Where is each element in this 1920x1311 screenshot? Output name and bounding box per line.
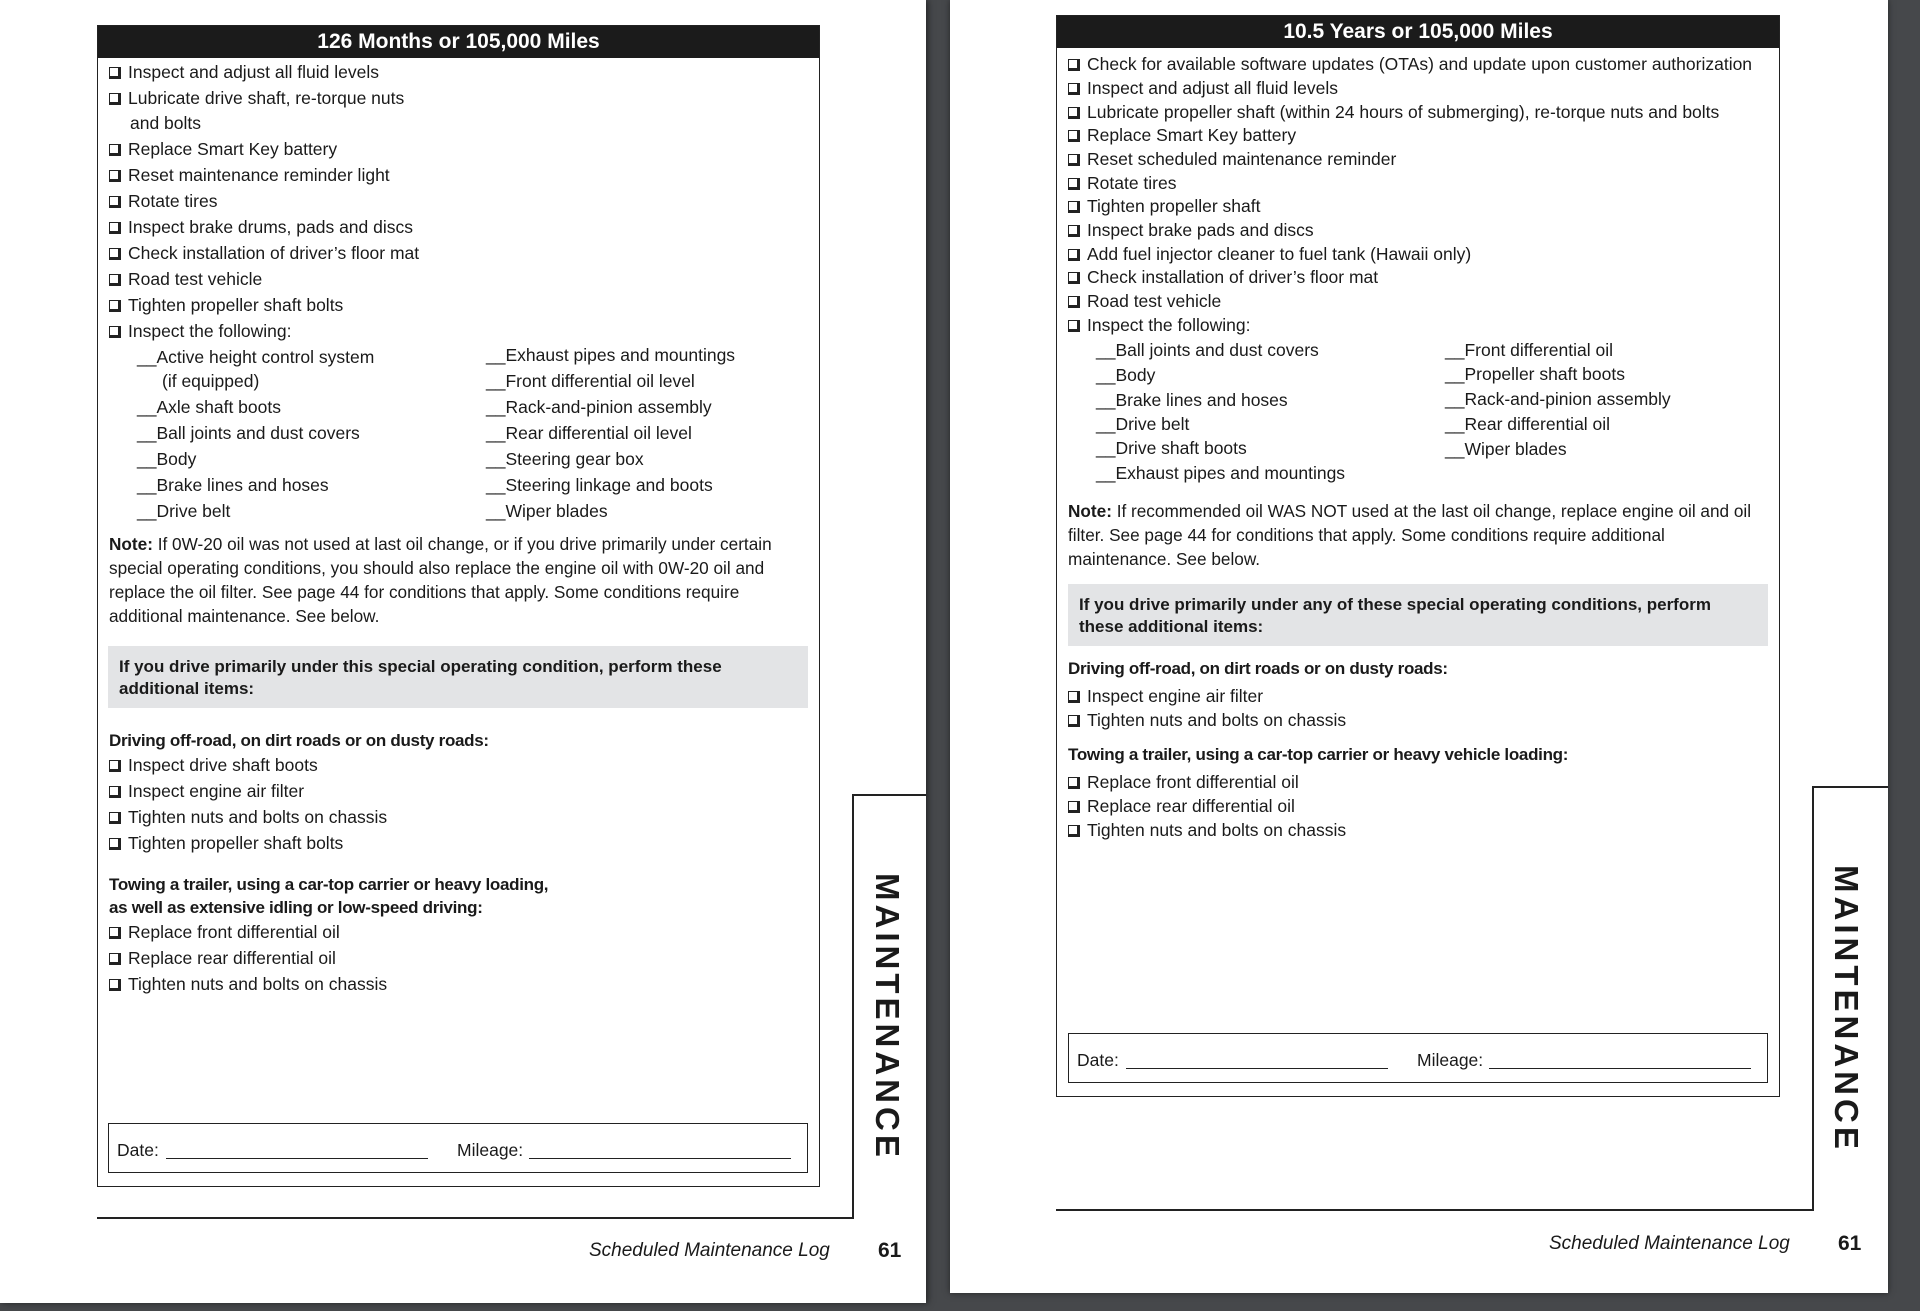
checklist-item[interactable]: Reset maintenance reminder light: [109, 163, 390, 187]
checklist-item[interactable]: Tighten nuts and bolts on chassis: [1068, 818, 1346, 842]
section-heading: Towing a trailer, using a car-top carrier or heavy loading,: [109, 875, 549, 894]
footer-title: Scheduled Maintenance Log: [589, 1240, 830, 1261]
inspect-item: __Axle shaft boots: [137, 397, 281, 417]
date-mileage-box: [1068, 1033, 1768, 1083]
inspect-item: __Body: [137, 449, 197, 469]
checklist-item[interactable]: Inspect the following:: [1068, 313, 1250, 337]
inspect-item-continuation: (if equipped): [162, 371, 260, 391]
checkbox-icon[interactable]: [109, 812, 121, 824]
inspect-item: __Drive belt: [137, 501, 231, 521]
checklist-item[interactable]: Check installation of driver’s floor mat: [109, 241, 419, 265]
inspect-item: __Steering gear box: [486, 449, 644, 469]
special-conditions-box: If you drive primarily under any of these special operating conditions, perform these additional items:: [1068, 584, 1768, 646]
inspect-item: __Wiper blades: [486, 501, 608, 521]
left-page: [0, 0, 926, 1303]
checkbox-icon[interactable]: [109, 953, 121, 965]
checklist-item[interactable]: Replace rear differential oil: [1068, 794, 1295, 818]
inspect-item: __Drive shaft boots: [1096, 438, 1247, 458]
checklist-item[interactable]: Road test vehicle: [1068, 289, 1221, 313]
checklist-item[interactable]: Tighten nuts and bolts on chassis: [109, 972, 387, 996]
checkbox-icon[interactable]: [109, 222, 121, 234]
checkbox-icon[interactable]: [109, 300, 121, 312]
checkbox-icon[interactable]: [1068, 272, 1080, 284]
checklist-item[interactable]: Tighten propeller shaft bolts: [109, 293, 343, 317]
date-field[interactable]: [166, 1158, 428, 1159]
checkbox-icon[interactable]: [1068, 107, 1080, 119]
inspect-item: __Wiper blades: [1445, 439, 1567, 459]
checklist-item[interactable]: Inspect and adjust all fluid levels: [109, 60, 379, 84]
inspect-item: __Brake lines and hoses: [137, 475, 329, 495]
checklist-item[interactable]: Replace front differential oil: [109, 920, 340, 944]
footer-rule: [1056, 1209, 1814, 1211]
checkbox-icon[interactable]: [109, 67, 121, 79]
checkbox-icon[interactable]: [109, 196, 121, 208]
checklist-item[interactable]: Check installation of driver’s floor mat: [1068, 265, 1378, 289]
checkbox-icon[interactable]: [109, 760, 121, 772]
checklist-item[interactable]: Add fuel injector cleaner to fuel tank (Hawaii only): [1068, 242, 1471, 266]
inspect-item: __Rack-and-pinion assembly: [486, 397, 712, 417]
checklist-item[interactable]: Reset scheduled maintenance reminder: [1068, 147, 1396, 171]
section-header: 10.5 Years or 105,000 Miles: [1057, 16, 1779, 48]
date-label: Date:: [1077, 1050, 1119, 1070]
section-heading: as well as extensive idling or low-speed driving:: [109, 898, 483, 917]
checklist-item[interactable]: Rotate tires: [1068, 171, 1176, 195]
checkbox-icon[interactable]: [109, 170, 121, 182]
checklist-item[interactable]: Inspect engine air filter: [1068, 684, 1263, 708]
mileage-label: Mileage:: [1417, 1050, 1484, 1070]
inspect-item: __Front differential oil level: [486, 371, 695, 391]
checkbox-icon[interactable]: [109, 144, 121, 156]
checklist-item[interactable]: Rotate tires: [109, 189, 217, 213]
inspect-item: __Exhaust pipes and mountings: [486, 345, 736, 365]
checkbox-icon[interactable]: [109, 248, 121, 260]
date-mileage-box: [108, 1123, 808, 1173]
inspect-item: __Ball joints and dust covers: [137, 423, 360, 443]
section-heading: Driving off-road, on dirt roads or on dusty roads:: [109, 731, 489, 750]
checklist-item-continuation: and bolts: [130, 113, 202, 133]
section-heading: Driving off-road, on dirt roads or on dusty roads:: [1068, 659, 1448, 678]
checkbox-icon[interactable]: [1068, 225, 1080, 237]
checklist-item[interactable]: Tighten propeller shaft: [1068, 194, 1260, 218]
checklist-item[interactable]: Inspect and adjust all fluid levels: [1068, 76, 1338, 100]
inspect-item: __Ball joints and dust covers: [1096, 340, 1319, 360]
mileage-field[interactable]: [529, 1158, 791, 1159]
checkbox-icon[interactable]: [1068, 154, 1080, 166]
right-page: [950, 0, 1888, 1293]
checklist-item[interactable]: Lubricate propeller shaft (within 24 hours of submerging), re-torque nuts and bolts: [1068, 100, 1719, 124]
tab-label: MAINTENANCE: [869, 873, 906, 1161]
checkbox-icon[interactable]: [1068, 825, 1080, 837]
section-header: 126 Months or 105,000 Miles: [98, 26, 819, 58]
checklist-item[interactable]: Inspect the following:: [109, 319, 291, 343]
inspect-item: __Rear differential oil level: [486, 423, 692, 443]
inspect-item: __Propeller shaft boots: [1445, 364, 1625, 384]
checkbox-icon[interactable]: [1068, 59, 1080, 71]
checkbox-icon[interactable]: [109, 838, 121, 850]
mileage-field[interactable]: [1489, 1068, 1751, 1069]
footer-rule: [97, 1217, 854, 1219]
note: Note: If recommended oil WAS NOT used at the last oil change, replace engine oil and oil filter. See page 44 for conditions that apply. Some conditions require additional maintenance. See below.: [1068, 501, 1752, 569]
date-label: Date:: [117, 1140, 159, 1160]
checklist-item[interactable]: Replace rear differential oil: [109, 946, 336, 970]
checkbox-icon[interactable]: [1068, 296, 1080, 308]
checklist-item[interactable]: Replace Smart Key battery: [1068, 123, 1296, 147]
footer-title: Scheduled Maintenance Log: [1549, 1233, 1790, 1254]
checkbox-icon[interactable]: [109, 927, 121, 939]
date-field[interactable]: [1126, 1068, 1388, 1069]
inspect-item: __Rack-and-pinion assembly: [1445, 389, 1671, 409]
checkbox-icon[interactable]: [109, 326, 121, 338]
special-conditions-box: If you drive primarily under this special operating condition, perform these additional items:: [108, 646, 808, 708]
checklist-item[interactable]: Check for available software updates (OTAs) and update upon customer authorization: [1068, 52, 1752, 76]
checkbox-icon[interactable]: [1068, 201, 1080, 213]
inspect-item: __Front differential oil: [1445, 340, 1613, 360]
inspect-item: __Rear differential oil: [1445, 414, 1611, 434]
checkbox-icon[interactable]: [109, 93, 121, 105]
tab-label: MAINTENANCE: [1828, 865, 1865, 1153]
inspect-item: __Active height control system: [137, 347, 375, 367]
checklist-item[interactable]: Replace Smart Key battery: [109, 137, 337, 161]
checklist-item[interactable]: Tighten nuts and bolts on chassis: [1068, 708, 1346, 732]
checklist-item[interactable]: Tighten nuts and bolts on chassis: [109, 805, 387, 829]
page-number: 61: [1838, 1232, 1862, 1255]
checklist-item[interactable]: Tighten propeller shaft bolts: [109, 831, 343, 855]
checkbox-icon[interactable]: [109, 786, 121, 798]
checkbox-icon[interactable]: [1068, 130, 1080, 142]
checkbox-icon[interactable]: [1068, 691, 1080, 703]
checkbox-icon[interactable]: [109, 979, 121, 991]
checkbox-icon[interactable]: [109, 274, 121, 286]
checklist-item[interactable]: Inspect brake drums, pads and discs: [109, 215, 413, 239]
inspect-item: __Steering linkage and boots: [486, 475, 713, 495]
checkbox-icon[interactable]: [1068, 178, 1080, 190]
inspect-item: __Brake lines and hoses: [1096, 390, 1288, 410]
checkbox-icon[interactable]: [1068, 320, 1080, 332]
checklist-item[interactable]: Inspect engine air filter: [109, 779, 304, 803]
note: Note: If 0W-20 oil was not used at last oil change, or if you drive primarily under certain special operating conditions, you should also replace the engine oil with 0W-20 oil and replace the oil filter. See page 44 for conditions that apply. Some conditions require additional maintenance. See below.: [109, 534, 772, 626]
checklist-item[interactable]: Inspect brake pads and discs: [1068, 218, 1314, 242]
checklist-item[interactable]: Replace front differential oil: [1068, 770, 1299, 794]
checklist-item[interactable]: Road test vehicle: [109, 267, 262, 291]
mileage-label: Mileage:: [457, 1140, 524, 1160]
checkbox-icon[interactable]: [1068, 249, 1080, 261]
inspect-item: __Exhaust pipes and mountings: [1096, 463, 1346, 483]
checkbox-icon[interactable]: [1068, 715, 1080, 727]
checkbox-icon[interactable]: [1068, 801, 1080, 813]
checklist-item[interactable]: Lubricate drive shaft, re-torque nuts: [109, 86, 404, 110]
inspect-item: __Drive belt: [1096, 414, 1190, 434]
checkbox-icon[interactable]: [1068, 777, 1080, 789]
section-heading: Towing a trailer, using a car-top carrier or heavy vehicle loading:: [1068, 745, 1569, 764]
page-number: 61: [878, 1239, 902, 1262]
checkbox-icon[interactable]: [1068, 83, 1080, 95]
inspect-item: __Body: [1096, 365, 1156, 385]
checklist-item[interactable]: Inspect drive shaft boots: [109, 753, 318, 777]
